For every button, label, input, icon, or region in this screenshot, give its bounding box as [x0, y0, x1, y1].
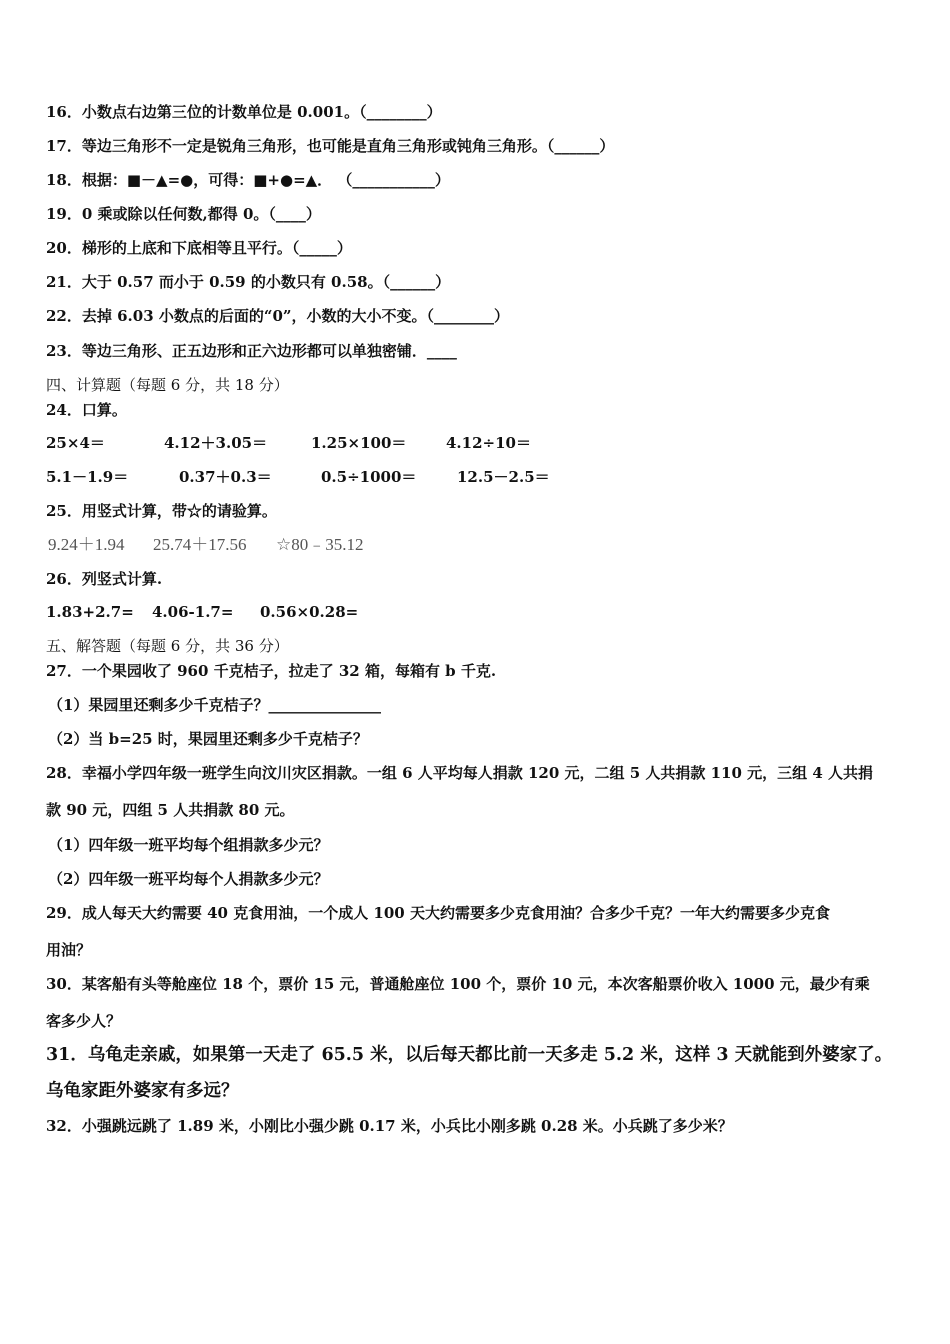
question-26-title: 26．列竖式计算. [46, 570, 163, 588]
question-18: 18．根据：■－▲=●，可得：■+●=▲． （___________） [46, 171, 450, 189]
question-28-line-1: 28．幸福小学四年级一班学生向汶川灾区捐款。一组 6 人平均每人捐款 120 元，二组 5 人共捐款 110 元，三组 4 人共捐 [46, 764, 874, 782]
question-28-line-2: 款 90 元，四组 5 人共捐款 80 元。 [46, 801, 295, 819]
question-21: 21．大于 0.57 而小于 0.59 的小数只有 0.58。（______） [46, 273, 451, 291]
question-30-line-2: 客多少人？ [46, 1012, 122, 1030]
question-28-part-1: （1）四年级一班平均每个组捐款多少元？ [48, 836, 329, 854]
question-27-part-1: （1）果园里还剩多少千克桔子？_______________ [48, 696, 381, 714]
question-24-title: 24．口算。 [46, 401, 127, 419]
q24-item: 0.37＋0.3＝ [179, 468, 272, 486]
q26-item: 4.06-1.7= [152, 603, 234, 621]
question-25-title: 25．用竖式计算，带☆的请验算。 [46, 502, 277, 520]
question-31-line-2: 乌龟家距外婆家有多远？ [46, 1081, 239, 1101]
question-27-part-2: （2）当 b=25 时，果园里还剩多少千克桔子？ [48, 730, 368, 748]
question-27: 27．一个果园收了 960 千克桔子，拉走了 32 箱，每箱有 b 千克. [46, 662, 497, 680]
section-5-heading: 五、解答题（每题 6 分，共 36 分） [46, 637, 289, 655]
q24-item: 1.25×100＝ [311, 434, 407, 452]
q24-item: 12.5－2.5＝ [457, 468, 550, 486]
question-28-part-2: （2）四年级一班平均每个人捐款多少元？ [48, 870, 329, 888]
question-19: 19．0 乘或除以任何数,都得 0。（____） [46, 205, 321, 223]
question-22: 22．去掉 6.03 小数点的后面的“0”，小数的大小不变。（________） [46, 307, 510, 325]
q24-item: 5.1－1.9＝ [46, 468, 129, 486]
q26-item: 0.56×0.28= [260, 603, 359, 621]
question-31-line-1: 31．乌龟走亲戚，如果第一天走了 65.5 米，以后每天都比前一天多走 5.2 米，这样 3 天就能到外婆家了。 [46, 1045, 893, 1065]
q26-item: 1.83+2.7= [46, 603, 134, 621]
q24-item: 4.12＋3.05＝ [164, 434, 268, 452]
question-29-line-2: 用油？ [46, 941, 92, 959]
question-29-line-1: 29．成人每天大约需要 40 克食用油，一个成人 100 天大约需要多少克食用油？合多少千克？一年大约需要多少克食 [46, 904, 830, 922]
question-23: 23．等边三角形、正五边形和正六边形都可以单独密铺．____ [46, 342, 457, 360]
question-17: 17．等边三角形不一定是锐角三角形，也可能是直角三角形或钝角三角形。（______） [46, 137, 615, 155]
q24-item: 25×4＝ [46, 434, 105, 452]
question-20: 20．梯形的上底和下底相等且平行。（_____） [46, 239, 352, 257]
question-30-line-1: 30．某客船有头等舱座位 18 个，票价 15 元，普通舱座位 100 个，票价 10 元，本次客船票价收入 1000 元，最少有乘 [46, 975, 870, 993]
question-16: 16．小数点右边第三位的计数单位是 0.001。（________） [46, 103, 442, 121]
question-32: 32．小强跳远跳了 1.89 米，小刚比小强少跳 0.17 米，小兵比小刚多跳 0.28 米。小兵跳了多少米？ [46, 1117, 733, 1135]
q25-item: 9.24＋1.94 [48, 535, 125, 554]
section-4-heading: 四、计算题（每题 6 分，共 18 分） [46, 376, 289, 394]
q24-item: 4.12÷10＝ [446, 434, 531, 452]
q24-item: 0.5÷1000＝ [321, 468, 417, 486]
q25-item: ☆80﹣35.12 [276, 535, 364, 554]
q25-item: 25.74＋17.56 [153, 535, 247, 554]
